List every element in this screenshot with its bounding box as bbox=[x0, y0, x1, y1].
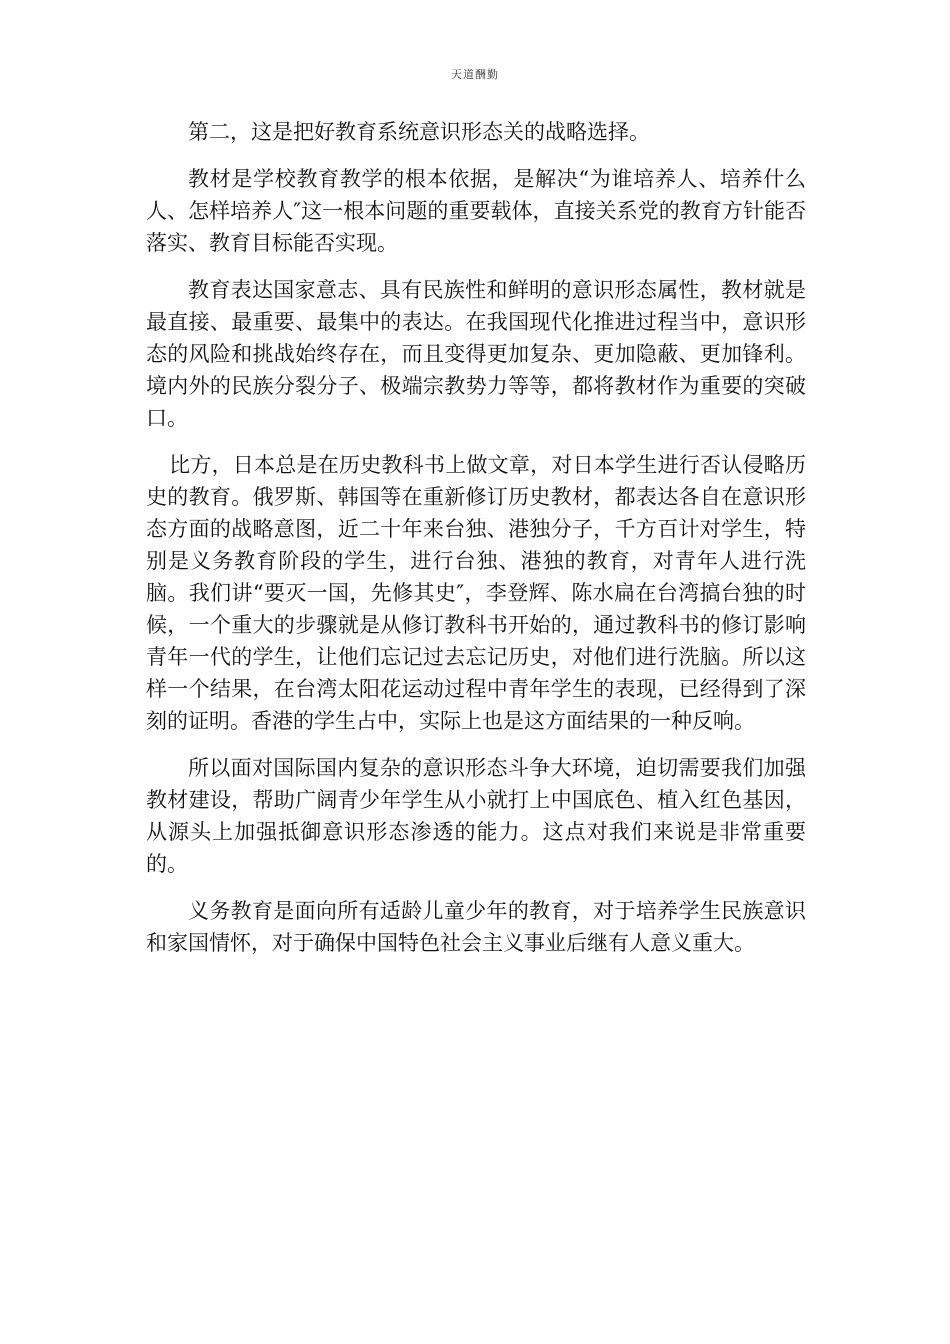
paragraph-4: 比方，日本总是在历史教科书上做文章，对日本学生进行否认侵略历史的教育。俄罗斯、韩国等在重新修订历史教材，都表达各自在意识形态方面的战略意图，近二十年来台独、港独分子，千方百计对学生，特别是义务教育阶段的学生，进行台独、港独的教育，对青年人进行洗脑。我们讲“要灭一国，先修其史″，李登辉、陈水扁在台湾搞台独的时候，一个重大的步骤就是从修订教科书开始的，通过教科书的修订影响青年一代的学生，让他们忘记过去忘记历史，对他们进行洗脑。所以这样一个结果，在台湾太阳花运动过程中青年学生的表现，已经得到了深刻的证明。香港的学生占中，实际上也是这方面结果的一种反响。 bbox=[146, 453, 806, 733]
paragraph-2: 教材是学校教育教学的根本依据，是解决“为谁培养人、培养什么人、怎样培养人″这一根本问题的重要载体，直接关系党的教育方针能否落实、教育目标能否实现。 bbox=[146, 167, 806, 255]
page-header: 天道酬勤 bbox=[451, 68, 499, 81]
paragraph-5: 所以面对国际国内复杂的意识形态斗争大环境，迫切需要我们加强教材建设，帮助广阔青少年学生从小就打上中国底色、植入红色基因，从源头上加强抵御意识形态渗透的能力。这点对我们来说是非常重要的。 bbox=[146, 756, 806, 876]
paragraph-3: 教育表达国家意志、具有民族性和鲜明的意识形态属性，教材就是最直接、最重要、最集中的表达。在我国现代化推进过程当中，意识形态的风险和挑战始终存在，而且变得更加复杂、更加隐蔽、更加锋利。境内外的民族分裂分子、极端宗教势力等等，都将教材作为重要的突破口。 bbox=[146, 278, 806, 430]
document-body bbox=[146, 116, 806, 974]
paragraph-6: 义务教育是面向所有适龄儿童少年的教育，对于培养学生民族意识和家国情怀，对于确保中国特色社会主义事业后继有人意义重大。 bbox=[146, 899, 806, 955]
paragraph-1: 第二，这是把好教育系统意识形态关的战略选择。 bbox=[188, 120, 650, 144]
